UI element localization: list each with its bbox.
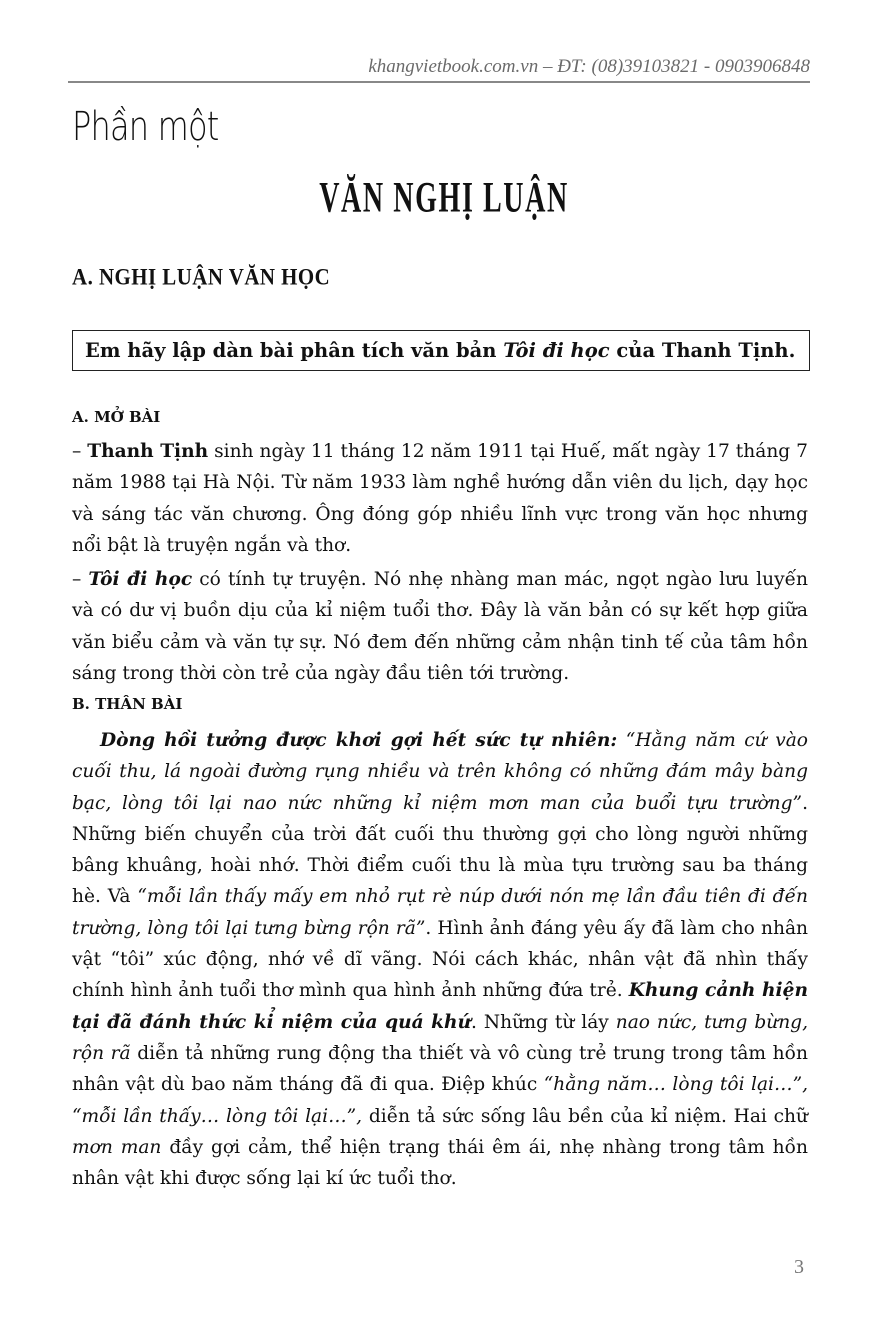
section-heading	[72, 264, 344, 290]
question-box	[72, 330, 810, 371]
chapter-title-text: VĂN NGHỊ LUẬN	[319, 173, 569, 221]
text-run: . Những từ láy	[471, 1011, 616, 1033]
text-run: Khung cảnh hiện tại đã đánh thức kỉ niệm của quá khứ	[72, 980, 808, 1033]
text-run: –	[72, 441, 88, 462]
page-number: 3	[794, 1256, 804, 1278]
text-run: Tôi đi học	[88, 569, 193, 590]
part-label: Phần một	[72, 104, 219, 150]
text-run: Thanh Tịnh	[87, 441, 209, 462]
text-run: Em hãy lập dàn bài phân tích văn bản	[85, 339, 504, 362]
text-run: “mỗi lần thấy mấy em nhỏ rụt rè núp dưới nón mẹ lần đầu tiên đi đến trường, lòng tôi lại tưng bừng rộn rã”	[72, 886, 808, 939]
text-run: –	[72, 569, 89, 590]
text-run: “Hằng năm cứ vào cuối thu, lá ngoài đường rụng nhiều và trên không có những đám mây bàng bạc, lòng tôi lại nao nức những kỉ niệm mơn man của buổi tựu trường”	[72, 730, 808, 814]
text-run: diễn tả sức sống lâu bền của kỉ niệm. Hai chữ	[362, 1105, 808, 1127]
header-rule	[68, 81, 810, 83]
text-run: diễn tả những rung động tha thiết và vô cùng trẻ trung trong tâm hồn nhân vật dù bao năm tháng đã đi qua. Điệp khúc	[72, 1042, 808, 1096]
heading-than-bai: B. THÂN BÀI	[72, 695, 183, 713]
text-run: sinh ngày 11 tháng 12 năm 1911 tại Huế, mất ngày 17 tháng 7 năm 1988 tại Hà Nội. Từ năm 1933 làm nghề hướng dẫn viên du lịch, dạy học và sáng tác văn chương. Ông đóng góp nhiều lĩnh vực trong văn học nhưng nổi bật là truyện ngắn và thơ.	[72, 441, 808, 556]
chapter-title	[0, 173, 888, 221]
text-run: . Những biến chuyển của trời đất cuối thu thường gợi cho lòng người những bâng khuâng, hoài nhớ. Thời điểm cuối thu là mùa tựu trường sau ba tháng hè. Và	[72, 792, 808, 908]
text-run: “hằng năm… lòng tôi lại…”, “mỗi lần thấy… lòng tôi lại…”,	[72, 1074, 809, 1127]
text-run: Tôi đi học	[503, 339, 610, 362]
text-run: của Thanh Tịnh.	[609, 339, 796, 362]
paragraph-3	[72, 725, 808, 1194]
paragraph-1	[72, 436, 808, 561]
section-heading-text: A. NGHỊ LUẬN VĂN HỌC	[72, 263, 331, 290]
text-run: đầy gợi cảm, thể hiện trạng thái êm ái, nhẹ nhàng trong tâm hồn nhân vật khi được sống lại kí ức tuổi thơ.	[72, 1136, 808, 1190]
text-run: nao nức, tưng bừng, rộn rã	[72, 1011, 808, 1064]
text-run: có tính tự truyện. Nó nhẹ nhàng man mác, ngọt ngào lưu luyến và có dư vị buồn dịu của kỉ niệm tuổi thơ. Đây là văn bản có sự kết hợp giữa văn biểu cảm và văn tự sự. Nó đem đến những cảm nhận tinh tế của tâm hồn sáng trong thời còn trẻ của ngày đầu tiên tới trường.	[72, 569, 808, 684]
text-run: . Hình ảnh đáng yêu ấy đã làm cho nhân vật “tôi” xúc động, nhớ về dĩ vãng. Nói cách khác, nhân vật đã nhìn thấy chính hình ảnh tuổi thơ mình qua hình ảnh những đứa trẻ.	[72, 917, 809, 1002]
text-run: mơn man	[72, 1136, 162, 1158]
heading-mo-bai: A. MỞ BÀI	[72, 408, 161, 426]
paragraph-2	[72, 564, 808, 689]
text-run: Dòng hồi tưởng được khơi gợi hết sức tự nhiên:	[100, 730, 618, 751]
running-header: khangvietbook.com.vn – ĐT: (08)39103821 - 0903906848	[368, 56, 810, 77]
